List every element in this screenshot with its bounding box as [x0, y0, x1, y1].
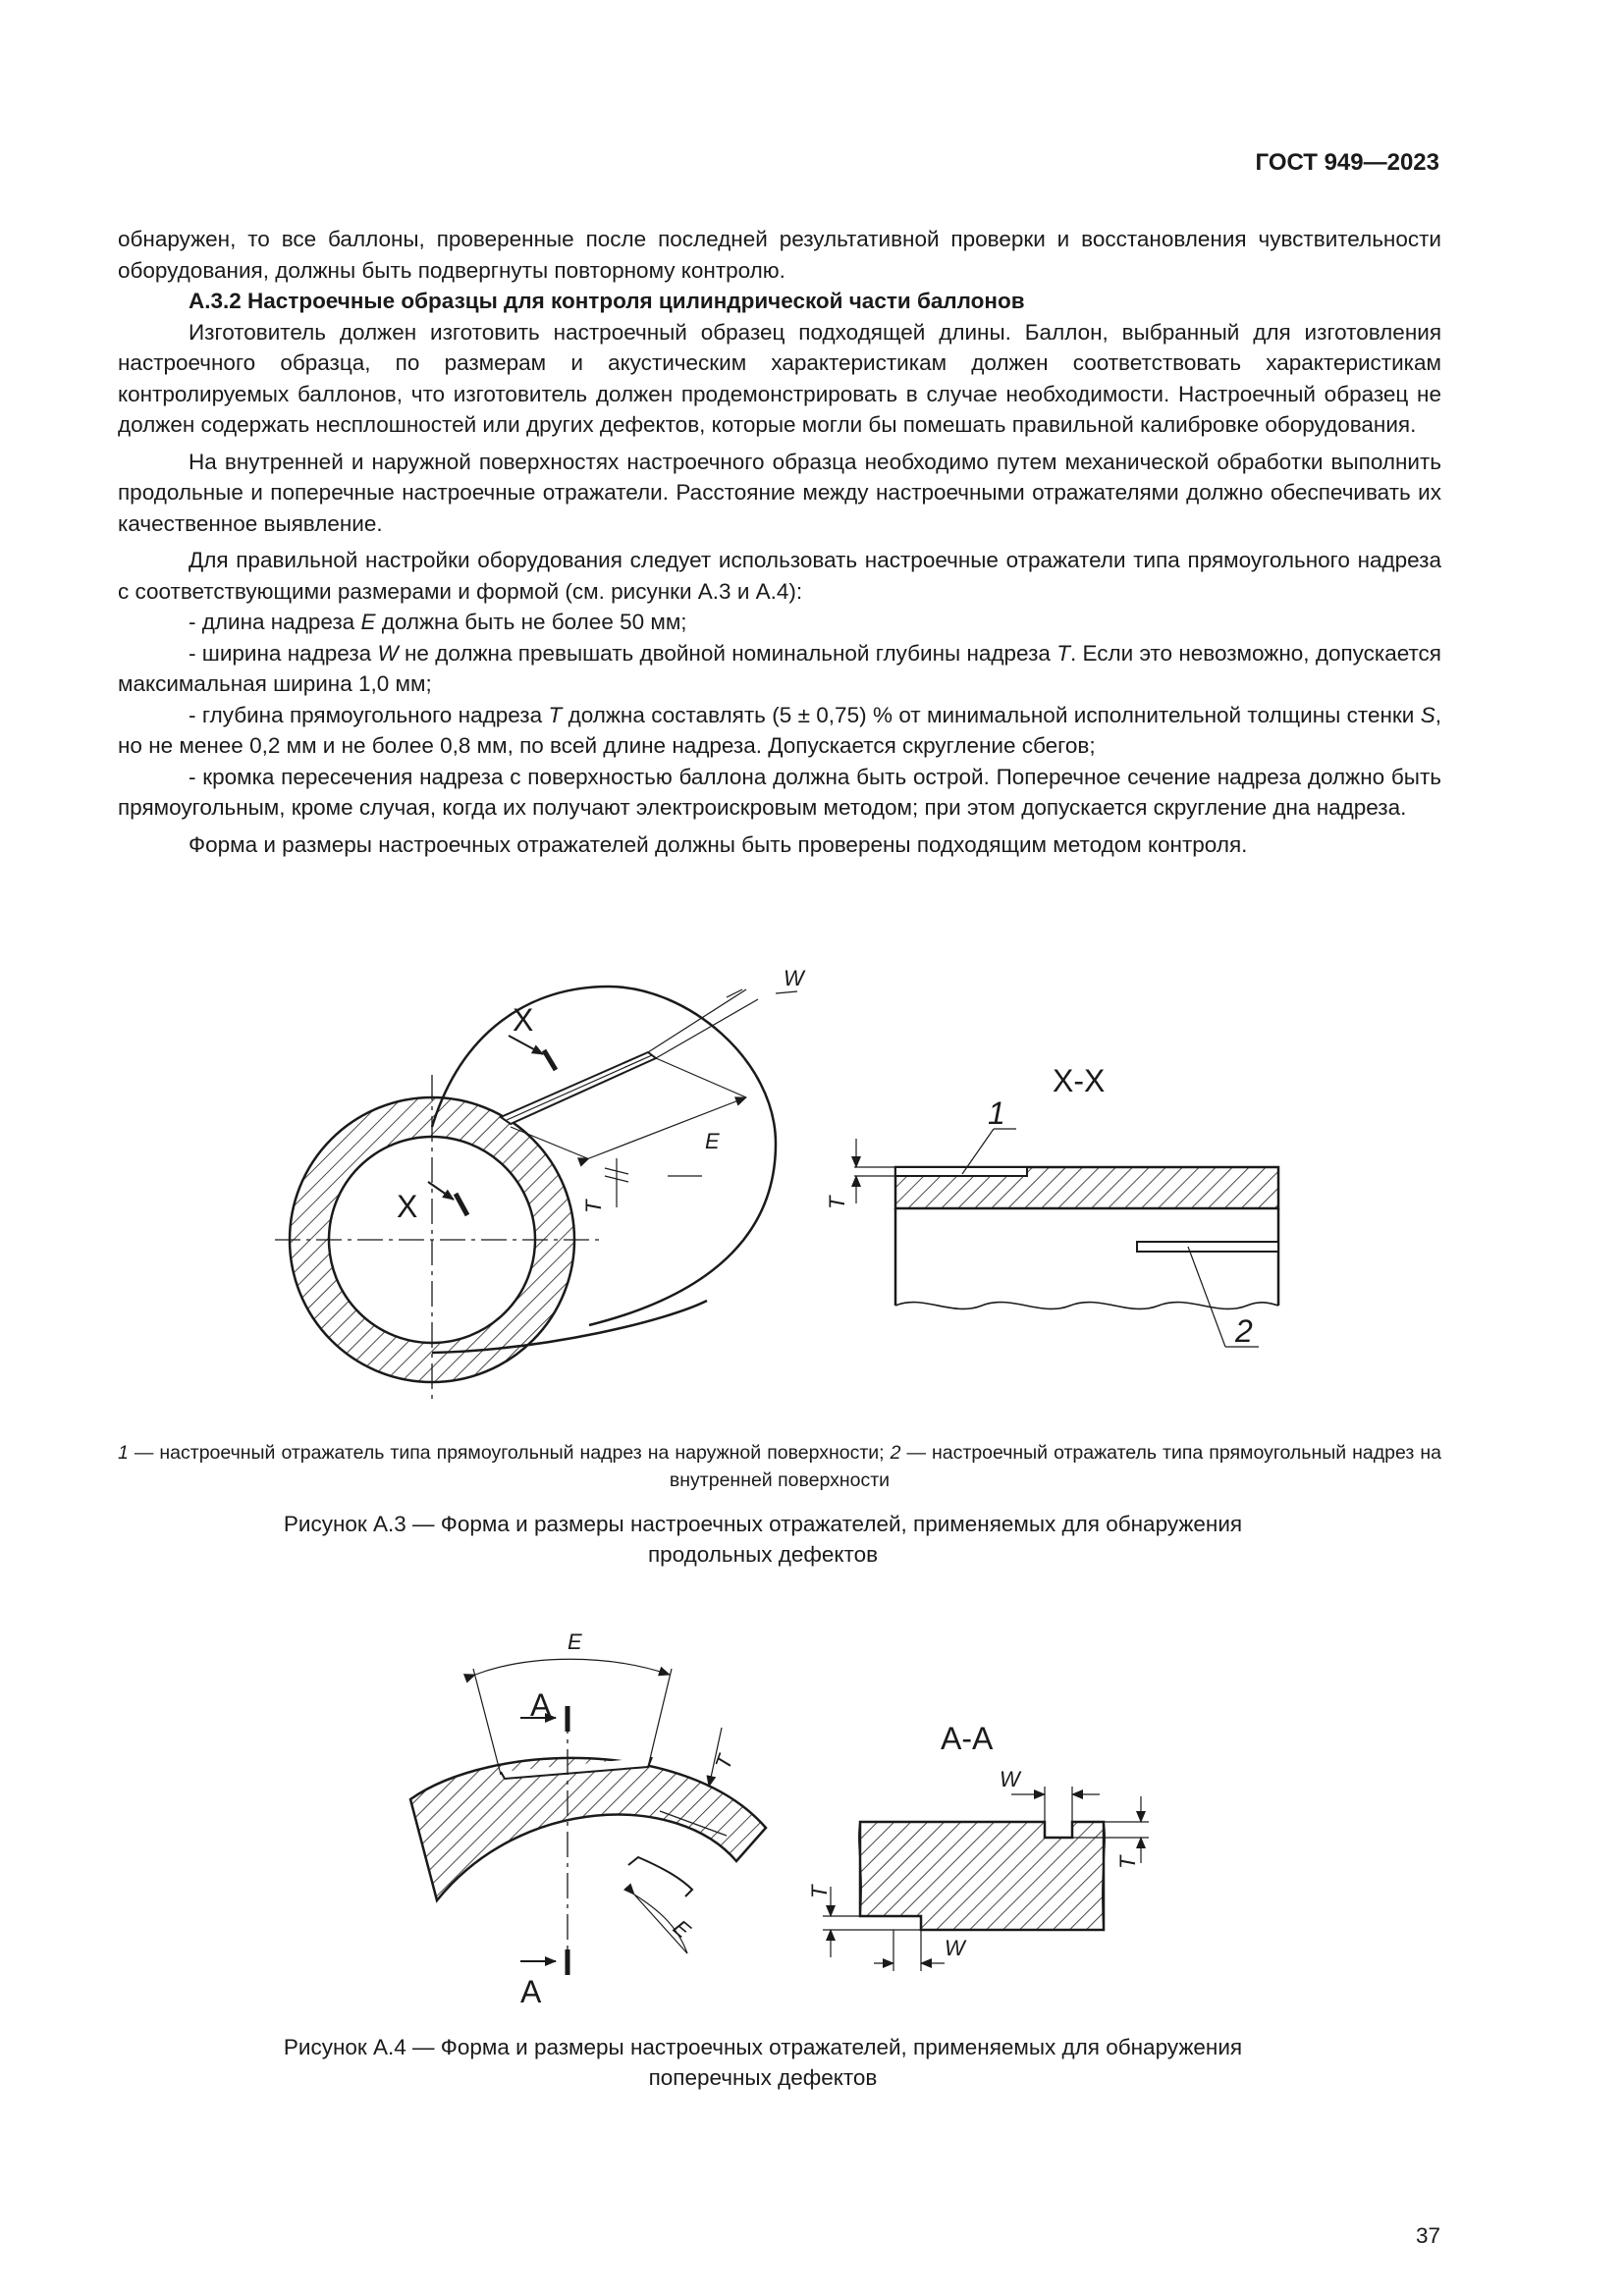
- figure-a3-callout-2: 2: [1235, 1313, 1253, 1349]
- figure-a4-a-label-bottom: A: [520, 1974, 542, 2009]
- figure-a4-t-label: T: [710, 1751, 738, 1773]
- figure-a3-t-label: T: [581, 1200, 606, 1213]
- figure-a3-caption: Рисунок А.3 — Форма и размеры настроечных отражателей, применяемых для обнаружения продольных дефектов: [283, 1512, 1243, 1567]
- list-item-length: - длина надреза E должна быть не более 50 мм;: [189, 610, 687, 634]
- figure-a4-caption: Рисунок А.4 — Форма и размеры настроечных отражателей, применяемых для обнаружения поперечных дефектов: [283, 2035, 1243, 2090]
- figure-a3-section-title: X-X: [1053, 1063, 1106, 1098]
- figure-a4-w-label-bottom: W: [945, 1936, 965, 1960]
- paragraph-2: На внутренней и наружной поверхностях настроечного образца необходимо путем механической обработки выполнить продольные и поперечные настроечные отражатели. Расстояние между настроечными отражателями должно обеспечивать их качественное выявление.: [118, 449, 1441, 536]
- figure-a3-x-label-inner: X: [397, 1189, 418, 1224]
- figure-a4-e-label-bottom: E: [668, 1914, 696, 1944]
- section-heading: А.3.2 Настроечные образцы для контроля цилиндрической части баллонов: [189, 289, 1025, 313]
- figure-a4-e-label-top: E: [568, 1629, 582, 1654]
- figure-a4-w-label-top: W: [1000, 1767, 1020, 1791]
- figure-a3-callout-1: 1: [988, 1095, 1005, 1131]
- paragraph-1: Изготовитель должен изготовить настроечный образец подходящей длины. Баллон, выбранный для изготовления настроечного образца, по размерам и акустическим характеристикам должен соответствовать характеристикам контролируемых баллонов, что изготовитель должен продемонстрировать в случае необходимости. Настроечный образец не должен содержать несплошностей или других дефектов, которые могли бы помешать правильной калибровке оборудования.: [118, 319, 1441, 437]
- figure-a4-a-label-top: A: [530, 1687, 552, 1723]
- figure-a3-legend: 1 — настроечный отражатель типа прямоугольный надрез на наружной поверхности; 2 — настроечный отражатель типа прямоугольный надрез на внутренней поверхности: [118, 1442, 1441, 1491]
- paragraph-3: Для правильной настройки оборудования следует использовать настроечные отражатели типа прямоугольного надреза с соответствующими размерами и формой (см. рисунки А.3 и А.4):: [118, 548, 1441, 604]
- figure-a4-section-title: A-A: [941, 1721, 994, 1756]
- list-item-depth: - глубина прямоугольного надреза T должна составлять (5 ± 0,75) % от минимальной исполнительной толщины стенки S, но не менее 0,2 мм и не более 0,8 мм, по всей длине надреза. Допускается скругление сбегов;: [118, 702, 1441, 758]
- figure-a3-cylinder: [275, 987, 797, 1404]
- figure-a4-t-label-left: T: [807, 1885, 832, 1898]
- figure-a3-x-label-top: X: [513, 1002, 534, 1038]
- figure-a3-section-xx: [854, 1129, 1278, 1347]
- figure-a3-section-t-label: T: [825, 1196, 849, 1209]
- document-header: ГОСТ 949—2023: [1255, 149, 1439, 176]
- figure-a4-ring-segment: [410, 1659, 766, 1975]
- list-item-width: - ширина надреза W не должна превышать двойной номинальной глубины надреза T. Если это невозможно, допускается максимальная ширина 1,0 мм;: [118, 640, 1441, 696]
- figure-a4-t-label-right: T: [1115, 1855, 1140, 1869]
- figure-a3-e-label: E: [705, 1129, 720, 1153]
- paragraph-4: Форма и размеры настроечных отражателей должны быть проверены подходящим методом контроля.: [189, 831, 1248, 857]
- page-number: 37: [1415, 2223, 1440, 2248]
- list-item-edge: - кромка пересечения надреза с поверхностью баллона должна быть острой. Поперечное сечение надреза должно быть прямоугольным, кроме случая, когда их получают электроискровым методом; при этом допускается скругление дна надреза.: [118, 764, 1441, 820]
- figure-a3-w-label: W: [784, 966, 804, 990]
- figure-a4-section-aa: [823, 1787, 1149, 1971]
- continued-paragraph: обнаружен, то все баллоны, проверенные после последней результативной проверки и восстановления чувствительности оборудования, должны быть подвергнуты повторному контролю.: [118, 227, 1441, 283]
